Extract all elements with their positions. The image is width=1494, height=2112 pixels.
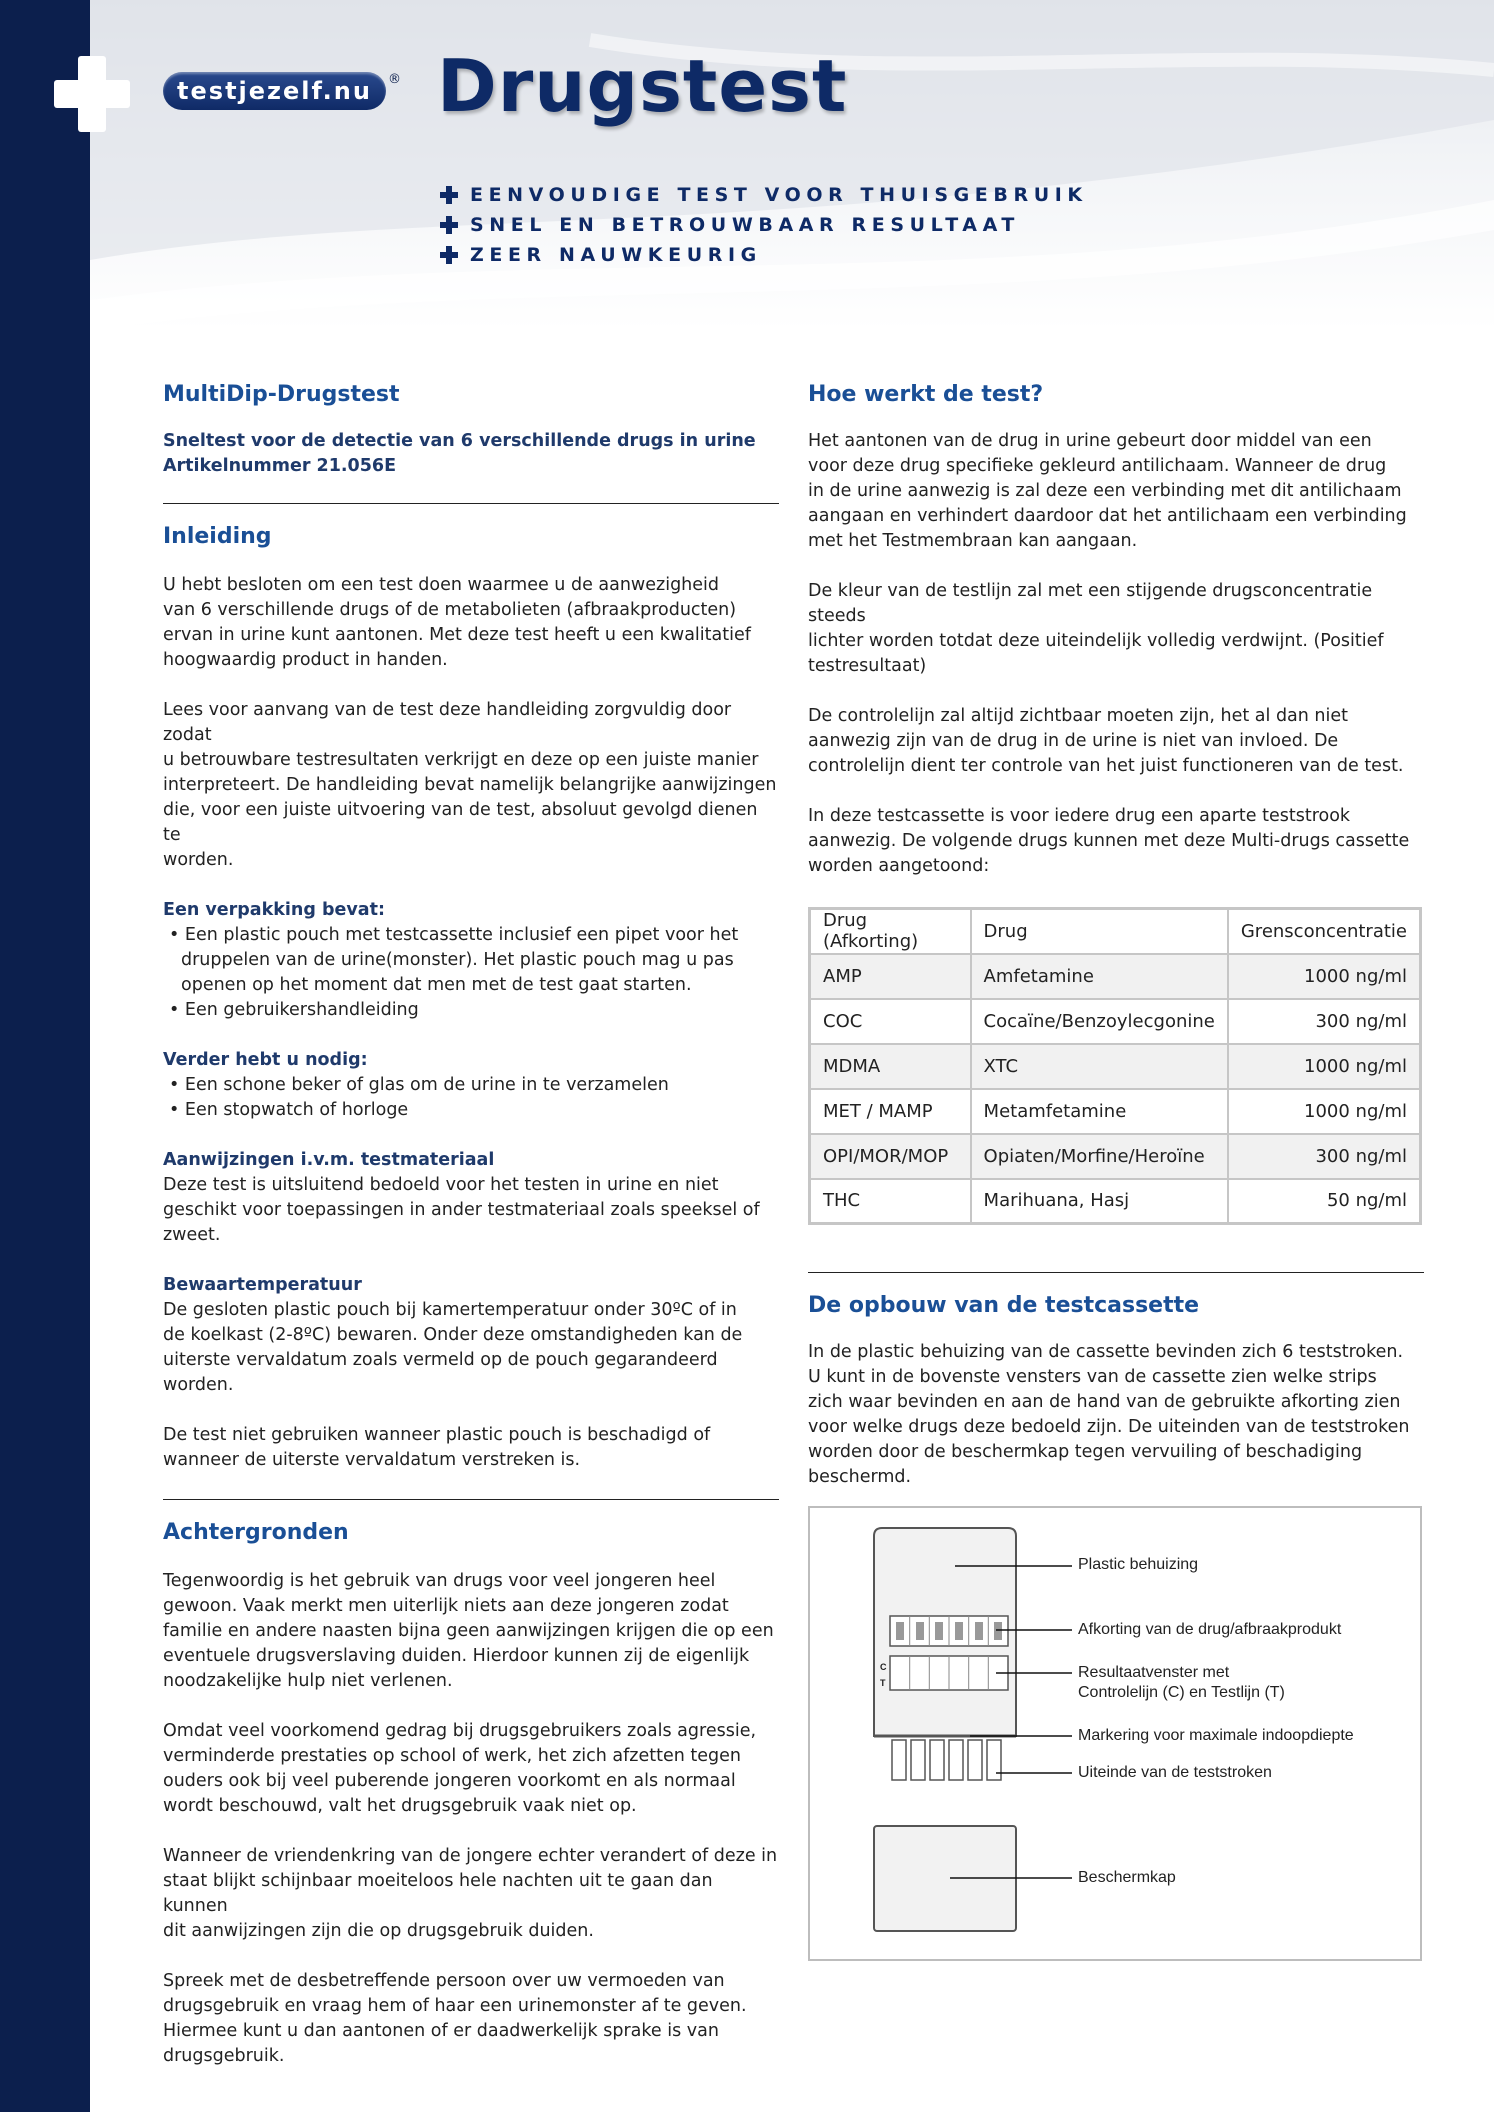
diagram-label: Markering voor maximale indoopdiepte — [1078, 1727, 1354, 1744]
feature-bullet — [440, 180, 1088, 210]
page-title: Drugstest — [437, 44, 848, 128]
column-header: Grensconcentratie — [1228, 909, 1421, 954]
table-row — [810, 999, 1421, 1044]
list-item: • Een schone beker of glas om de urine in te verzamelen — [169, 1075, 669, 1095]
list-item: • Een plastic pouch met testcassette inclusief een pipet voor het druppelen van de urine(monster). Het plastic pouch mag u pas openen op het moment dat men met de test gaat starten. — [169, 925, 739, 995]
list-item: • Een gebruikershandleiding — [169, 1000, 419, 1020]
brand-logo: testjezelf.nu — [163, 72, 386, 110]
table-cell: XTC — [971, 1044, 1228, 1089]
left-column — [163, 378, 779, 2069]
column-header: Drug — [971, 909, 1228, 954]
table-cell: Marihuana, Hasj — [971, 1179, 1228, 1224]
table-cell: Opiaten/Morfine/Heroïne — [971, 1134, 1228, 1179]
feature-bullets — [440, 180, 1088, 270]
table-cell: MDMA — [810, 1044, 971, 1089]
intro-paragraph: U hebt besloten om een test doen waarmee u de aanwezigheid van 6 verschillende drugs of de metabolieten (afbraakproducten) ervan in urine kunt aantonen. Met deze test heeft u een kwalitatief hoogwaardig product in handen. — [163, 575, 751, 670]
how-paragraph: In deze testcassette is voor iedere drug een aparte teststrook aanwezig. De volgende drugs kunnen met deze Multi-drugs cassette worden aangetoond: — [808, 806, 1410, 876]
table-cell: 1000 ng/ml — [1228, 1044, 1421, 1089]
background-paragraph: Omdat veel voorkomend gedrag bij drugsgebruikers zoals agressie, verminderde prestaties op school of werk, het zich afzetten tegen ouders ook bij veel puberende jongeren voorkomt en als normaal wordt beschouwd, valt het drugsgebruik vaak niet op. — [163, 1721, 757, 1816]
background-heading: Achtergronden — [163, 1520, 349, 1545]
diagram-label: Plastic behuizing — [1078, 1556, 1199, 1573]
table-cell: Metamfetamine — [971, 1089, 1228, 1134]
registered-mark: ® — [388, 72, 401, 87]
table-cell: 1000 ng/ml — [1228, 954, 1421, 999]
table-cell: Cocaïne/Benzoylecgonine — [971, 999, 1228, 1044]
drug-table — [808, 907, 1422, 1225]
table-cell: 50 ng/ml — [1228, 1179, 1421, 1224]
control-letter: C — [880, 1662, 887, 1672]
table-cell: THC — [810, 1179, 971, 1224]
product-heading: MultiDip-Drugstest — [163, 382, 400, 407]
sidebar-band — [0, 0, 90, 2112]
material-paragraph: Deze test is uitsluitend bedoeld voor het testen in urine en niet geschikt voor toepassingen in ander testmateriaal zoals speeksel of zweet. — [163, 1175, 760, 1245]
plus-icon — [440, 246, 458, 264]
background-paragraph: Tegenwoordig is het gebruik van drugs voor veel jongeren heel gewoon. Vaak merkt men uiterlijk niets aan deze jongeren zodat familie en andere naasten bijna geen aanwijzingen krijgen die op een eventuele drugsverslaving duiden. Hierdoor kunnen zij de eigenlijk noodzakelijke hulp niet verlenen. — [163, 1571, 774, 1691]
table-cell: 300 ng/ml — [1228, 1134, 1421, 1179]
article-number: Artikelnummer 21.056E — [163, 456, 397, 476]
table-cell: AMP — [810, 954, 971, 999]
feature-bullet — [440, 240, 1088, 270]
column-header: Drug (Afkorting) — [810, 909, 971, 954]
feature-text: SNEL EN BETROUWBAAR RESULTAAT — [470, 214, 1020, 236]
how-paragraph: Het aantonen van de drug in urine gebeurt door middel van een voor deze drug specifieke gekleurd antilichaam. Wanneer de drug in de urine aanwezig is zal deze een verbinding met dit antilichaam aangaan en verhindert daardoor dat het antilichaam een verbinding met het Testmembraan kan aangaan. — [808, 431, 1407, 551]
material-heading: Aanwijzingen i.v.m. testmateriaal — [163, 1150, 495, 1170]
list-item: • Een stopwatch of horloge — [169, 1100, 409, 1120]
table-cell: MET / MAMP — [810, 1089, 971, 1134]
storage-paragraph: De gesloten plastic pouch bij kamertemperatuur onder 30ºC of in de koelkast (2-8ºC) bewaren. Onder deze omstandigheden kan de uiterste vervaldatum zoals vermeld op de pouch gegarandeerd worden. — [163, 1300, 743, 1395]
plus-icon — [440, 186, 458, 204]
strip-ends — [892, 1740, 1001, 1780]
product-subtitle: Sneltest voor de detectie van 6 verschillende drugs in urine — [163, 431, 756, 451]
diagram-label: Resultaatvenster met Controlelijn (C) en Testlijn (T) — [1078, 1664, 1285, 1701]
how-heading: Hoe werkt de test? — [808, 382, 1044, 407]
table-row — [810, 1179, 1421, 1224]
feature-text: ZEER NAUWKEURIG — [470, 244, 762, 266]
table-row — [810, 1134, 1421, 1179]
table-cell: Amfetamine — [971, 954, 1228, 999]
table-row — [810, 1044, 1421, 1089]
plus-icon — [440, 216, 458, 234]
how-paragraph: De controlelijn zal altijd zichtbaar moeten zijn, het al dan niet aanwezig zijn van de drug in de urine is niet van invloed. De controlelijn dient ter controle van het juist functioneren van de test. — [808, 706, 1404, 776]
table-cell: 1000 ng/ml — [1228, 1089, 1421, 1134]
intro-paragraph: Lees voor aanvang van de test deze handleiding zorgvuldig door zodat u betrouwbare testresultaten verkrijgt en deze op een juiste manier interpreteert. De handleiding bevat namelijk belangrijke aanwijzingen die, voor een juiste uitvoering van de test, absoluut gevolgd dienen te worden. — [163, 700, 777, 870]
table-cell: OPI/MOR/MOP — [810, 1134, 971, 1179]
background-paragraph: Spreek met de desbetreffende persoon over uw vermoeden van drugsgebruik en vraag hem of haar een urinemonster af te geven. Hiermee kunt u dan aantonen of er daadwerkelijk sprake is van drugsgebruik. — [163, 1971, 747, 2066]
package-heading: Een verpakking bevat: — [163, 900, 385, 920]
cross-logo-icon — [54, 56, 130, 132]
table-cell: 300 ng/ml — [1228, 999, 1421, 1044]
requirements-heading: Verder hebt u nodig: — [163, 1050, 368, 1070]
table-row — [810, 954, 1421, 999]
how-paragraph: De kleur van de testlijn zal met een stijgende drugsconcentratie steeds lichter worden totdat deze uiteindelijk volledig verdwijnt. (Positief testresultaat) — [808, 581, 1384, 676]
cassette-diagram — [808, 1506, 1422, 1961]
diagram-label: Beschermkap — [1078, 1869, 1176, 1886]
cassette-paragraph: In de plastic behuizing van de cassette bevinden zich 6 teststroken. U kunt in de bovenste vensters van de cassette zien welke strips zich waar bevinden en aan de hand van de gebruikte afkorting zien voor welke drugs deze bedoeld zijn. De uiteinden van de teststroken worden door de beschermkap tegen vervuiling of beschadiging beschermd. — [808, 1342, 1410, 1487]
diagram-label: Afkorting van de drug/afbraakprodukt — [1078, 1621, 1342, 1638]
intro-heading: Inleiding — [163, 524, 272, 549]
feature-text: EENVOUDIGE TEST VOOR THUISGEBRUIK — [470, 184, 1088, 206]
table-row — [810, 1089, 1421, 1134]
table-cell: COC — [810, 999, 971, 1044]
right-column — [808, 378, 1424, 1490]
test-letter: T — [880, 1678, 886, 1688]
warning-paragraph: De test niet gebruiken wanneer plastic pouch is beschadigd of wanneer de uiterste vervaldatum verstreken is. — [163, 1425, 711, 1470]
background-paragraph: Wanneer de vriendenkring van de jongere echter verandert of deze in staat blijkt schijnbaar moeiteloos hele nachten uit te gaan dan kunnen dit aanwijzingen zijn die op drugsgebruik duiden. — [163, 1846, 778, 1941]
cassette-heading: De opbouw van de testcassette — [808, 1293, 1200, 1318]
table-header-row — [810, 909, 1421, 954]
diagram-label: Uiteinde van de teststroken — [1078, 1764, 1272, 1781]
feature-bullet — [440, 210, 1088, 240]
storage-heading: Bewaartemperatuur — [163, 1275, 362, 1295]
